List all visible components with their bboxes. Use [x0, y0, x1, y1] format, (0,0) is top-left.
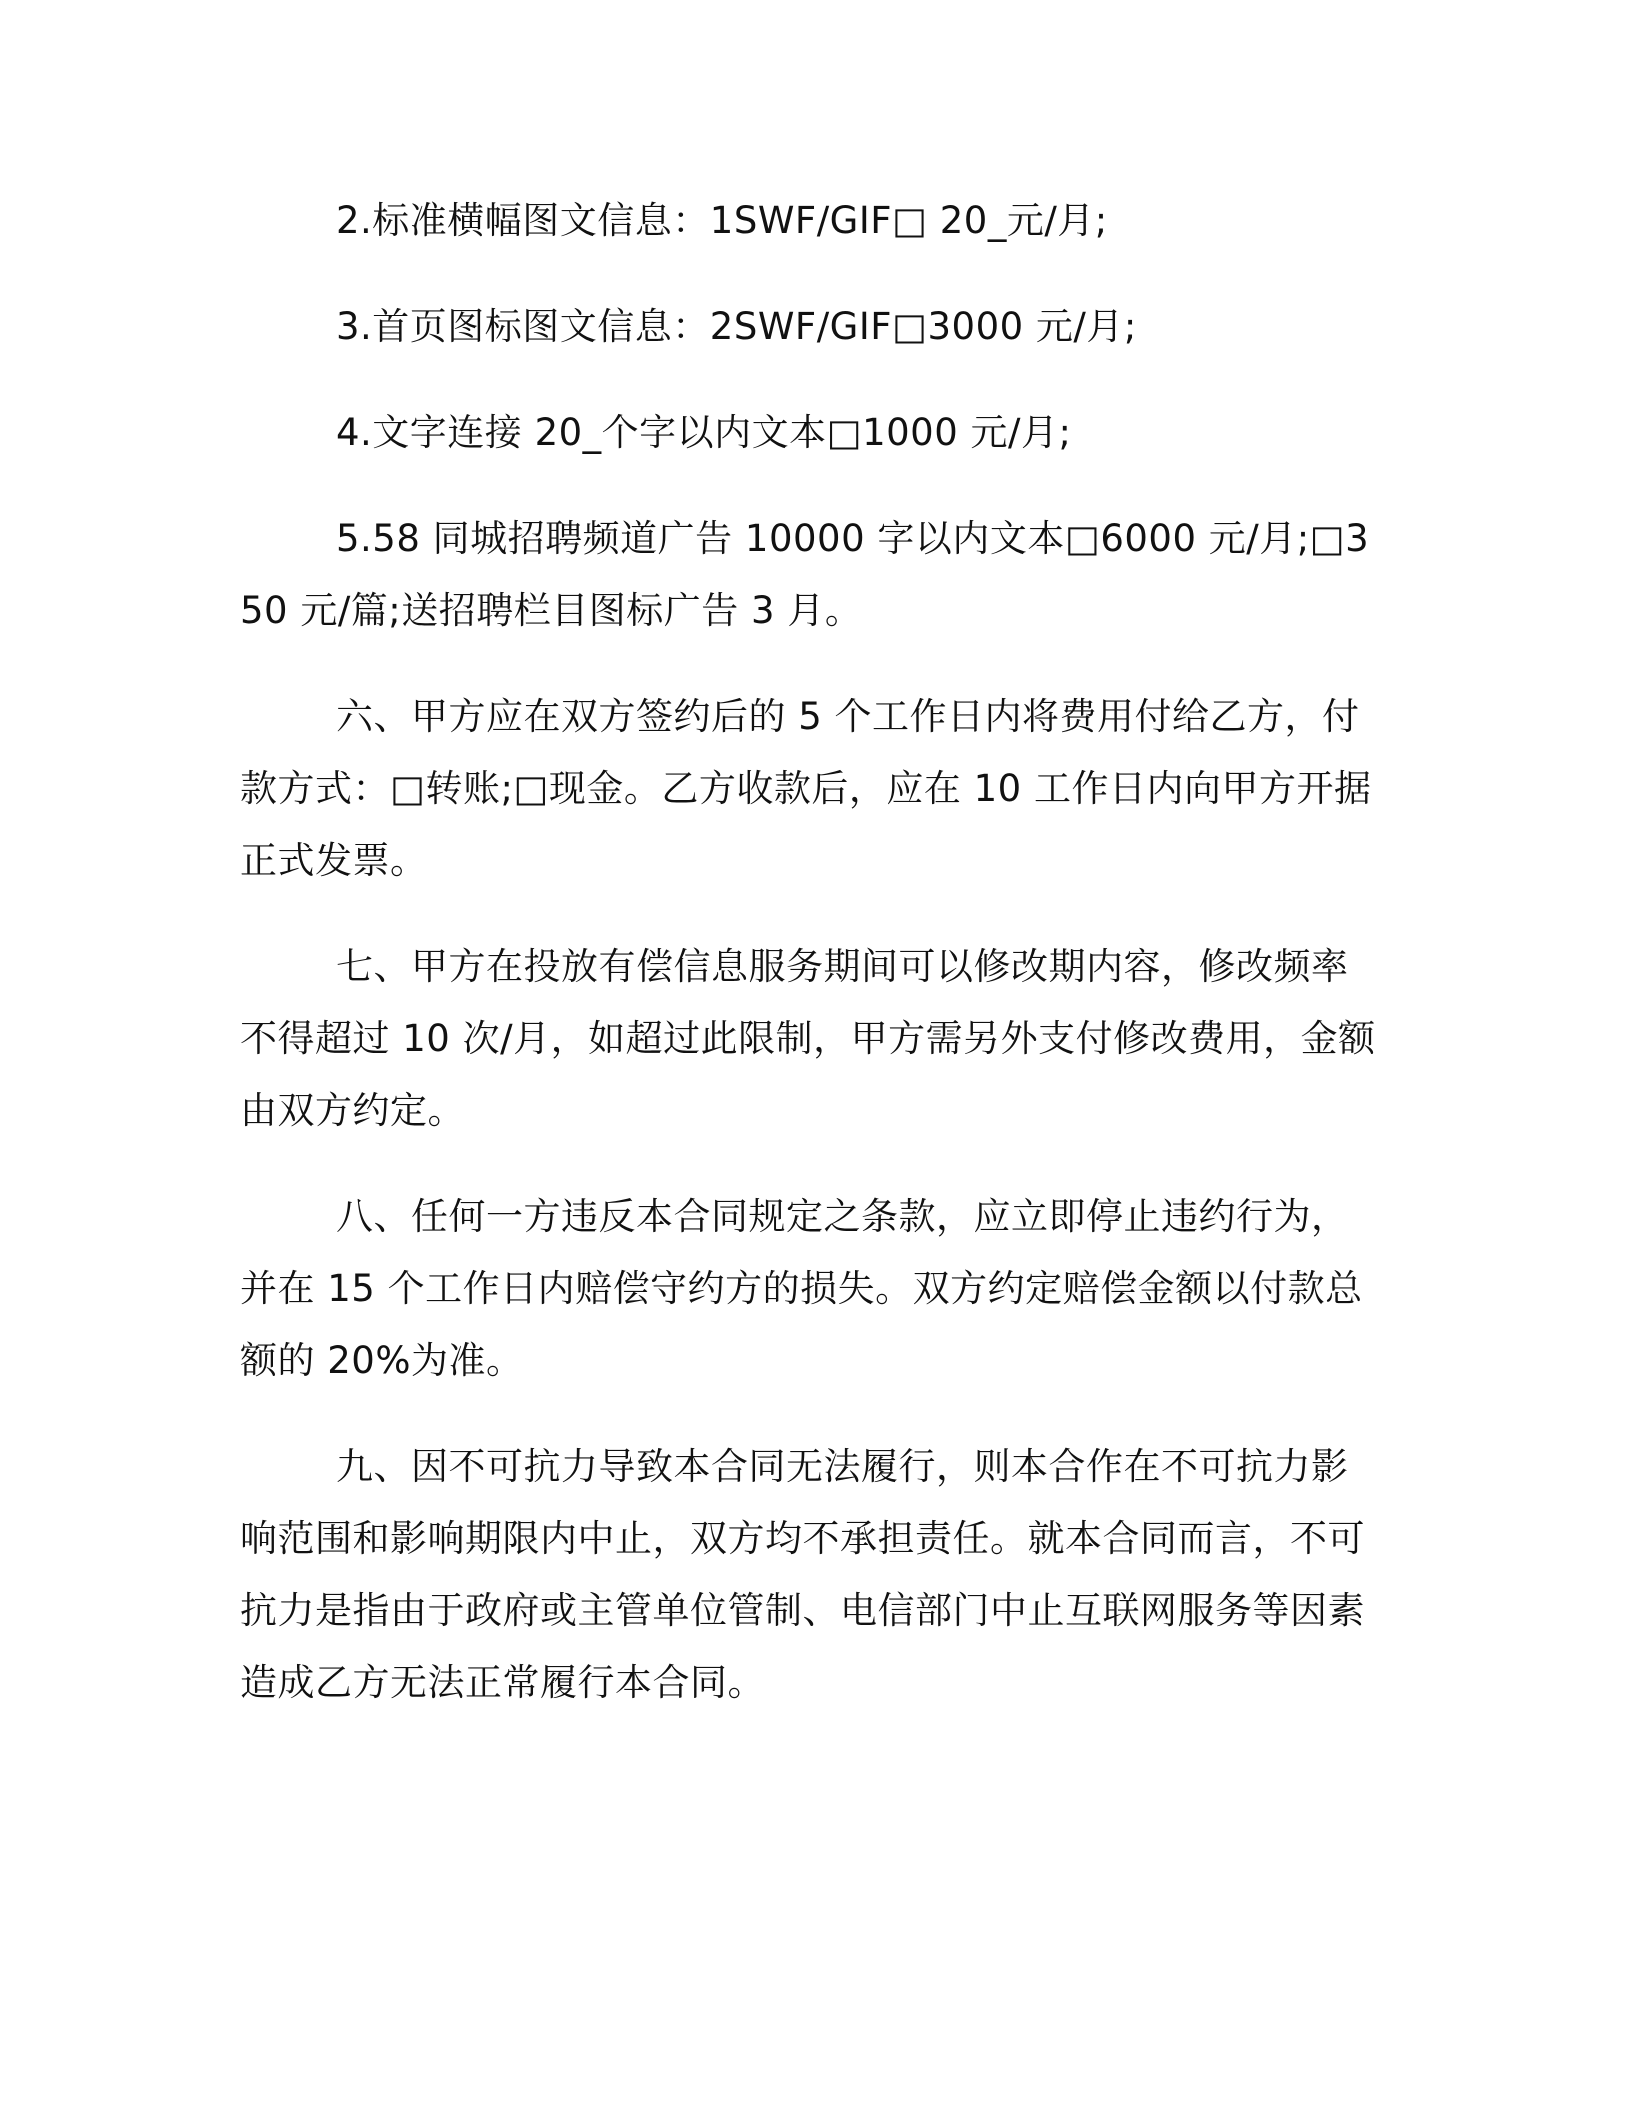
clause-text-link-price: 4.文字连接 20_个字以内文本□1000 元/月; — [336, 411, 1072, 454]
document-body — [240, 185, 1385, 1753]
clause-homepage-icon-price: 3.首页图标图文信息：2SWF/GIF□3000 元/月; — [336, 305, 1137, 348]
clause-nine-force-majeure: 九、因不可抗力导致本合同无法履行，则本合作在不可抗力影响范围和影响期限内中止，双方均不承担责任。就本合同而言，不可抗力是指由于政府或主管单位管制、电信部门中止互联网服务等因素造成乙方无法正常履行本合同。 — [240, 1445, 1365, 1704]
clause-seven-modification: 七、甲方在投放有偿信息服务期间可以修改期内容，修改频率不得超过 10 次/月，如超过此限制，甲方需另外支付修改费用，金额由双方约定。 — [240, 945, 1376, 1132]
clause-recruitment-channel-price: 5.58 同城招聘频道广告 10000 字以内文本□6000 元/月;□350 元/篇;送招聘栏目图标广告 3 月。 — [240, 517, 1370, 632]
clause-banner-price: 2.标准横幅图文信息：1SWF/GIF□ 20_元/月; — [336, 199, 1108, 242]
clause-eight-breach: 八、任何一方违反本合同规定之条款，应立即停止违约行为，并在 15 个工作日内赔偿守约方的损失。双方约定赔偿金额以付款总额的 20%为准。 — [240, 1195, 1363, 1382]
clause-six-payment: 六、甲方应在双方签约后的 5 个工作日内将费用付给乙方，付款方式：□转账;□现金。乙方收款后，应在 10 工作日内向甲方开据正式发票。 — [240, 695, 1372, 882]
